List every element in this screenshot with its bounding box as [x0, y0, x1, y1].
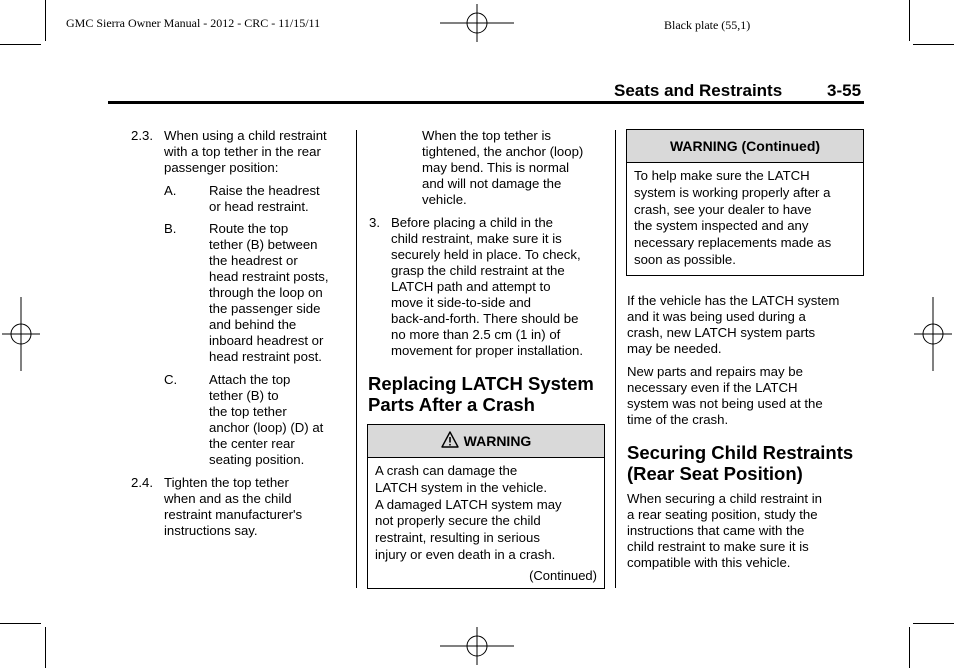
warning-text: A crash can damage the LATCH system in the vehicle. A damaged LATCH system may not properly secure the child restraint, resulting in serious injury or even death in a crash. [375, 463, 562, 562]
step-3-number: 3. [369, 215, 380, 230]
paragraph-rear-seat: When securing a child restraint in a rear seating position, study the instructions that came with the child restraint to make sure it is compatible with this vehicle. [627, 491, 822, 570]
crop-mark [45, 0, 46, 41]
registration-mark-icon [2, 297, 40, 371]
step-2-4-text: Tighten the top tether when and as the child restraint manufacturer's instructions say. [164, 475, 303, 538]
crop-mark [913, 44, 954, 45]
crop-mark [909, 0, 910, 41]
warning-text: To help make sure the LATCH system is working properly after a crash, see your dealer to have the system inspected and any necessary replacements made as soon as possible. [634, 168, 832, 267]
step-2-3-text: When using a child restraint with a top tether in the rear passenger position: [164, 128, 327, 175]
column-divider [615, 130, 616, 588]
paragraph-new-parts: New parts and repairs may be necessary even if the LATCH system was not being used at the time of the crash. [627, 364, 823, 427]
substep-b-letter: B. [164, 221, 177, 236]
crop-mark [913, 623, 954, 624]
substep-a-text: Raise the headrest or head restraint. [209, 183, 320, 214]
section-heading-securing-child-restraints: Securing Child Restraints (Rear Seat Position) [627, 442, 854, 484]
warning-box [367, 424, 605, 589]
step-3-text: Before placing a child in the child restraint, make sure it is securely held in place. To check, grasp the child restraint at the LATCH path and attempt to move it side-to-side and back-and-forth. There should be no more than 2.5 cm (1 in) of movement for proper installation. [391, 215, 584, 358]
substep-c-letter: C. [164, 372, 178, 387]
header-rule [108, 101, 864, 104]
step-2-3-number: 2.3. [131, 128, 153, 143]
warning-title-bar [368, 425, 604, 458]
warning-title: WARNING (Continued) [669, 138, 821, 154]
substep-a-letter: A. [164, 183, 177, 198]
column-divider [356, 130, 357, 588]
warning-continued: (Continued) [529, 568, 597, 583]
crop-mark [45, 627, 46, 668]
page-number: 3-55 [827, 81, 862, 100]
crop-mark [0, 44, 41, 45]
substep-c-text: Attach the top tether (B) to the top tether anchor (loop) (D) at the center rear seating position. [209, 372, 324, 467]
warning-triangle-icon [441, 431, 459, 448]
section-heading-replacing-latch: Replacing LATCH System Parts After a Crash [368, 373, 594, 415]
warning-title: WARNING [463, 433, 532, 449]
warning-box-continued [626, 129, 864, 276]
step-2-4-number: 2.4. [131, 475, 153, 490]
plate-info: GMC Sierra Owner Manual - 2012 - CRC - 11/15/11 [66, 16, 321, 30]
crop-mark [0, 623, 41, 624]
warning-title-bar [627, 130, 863, 163]
registration-mark-icon [914, 297, 952, 371]
paragraph-latch-crash: If the vehicle has the LATCH system and it was being used during a crash, new LATCH system parts may be needed. [627, 293, 840, 356]
registration-mark-icon [440, 4, 514, 42]
continued-note: When the top tether is tightened, the anchor (loop) may bend. This is normal and will not damage the vehicle. [422, 128, 584, 207]
crop-mark [909, 627, 910, 668]
registration-mark-icon [440, 627, 514, 665]
section-title: Seats and Restraints [614, 81, 783, 100]
substep-b-text: Route the top tether (B) between the headrest or head restraint posts, through the loop on the passenger side and behind the inboard headrest or head restraint post. [209, 221, 329, 364]
plate-number: Black plate (55,1) [664, 18, 751, 32]
